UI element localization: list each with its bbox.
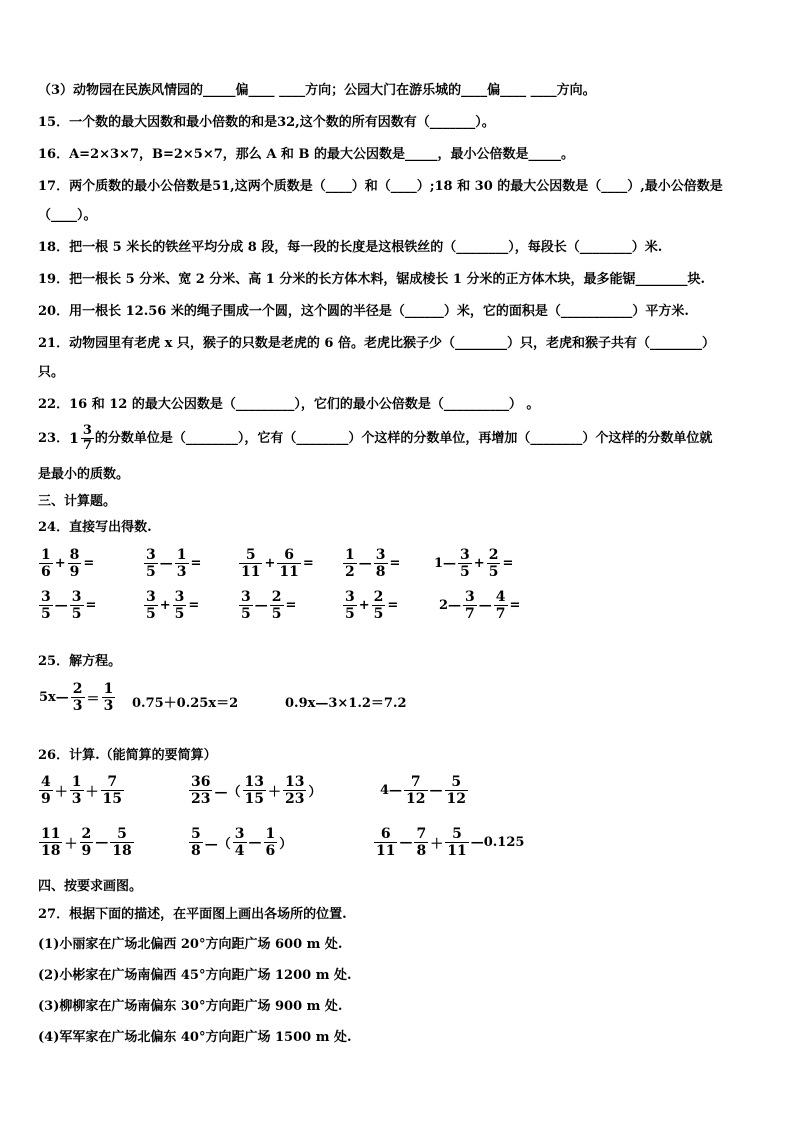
calc-r1c2: $\frac{36}{23}$ —（ $\frac{13}{15}$ ＋ $\frac{13}{23}$ ）: [191, 774, 322, 807]
question-26-title: 26．计算.（能简算的要简算）: [38, 748, 217, 763]
arith-item: $\frac{3}{5}$ — $\frac{3}{5}$ =: [41, 589, 97, 622]
arith-item: $\frac{1}{2}$ — $\frac{3}{8}$ =: [345, 547, 401, 580]
calc-r1c3: 4— $\frac{7}{12}$ — $\frac{5}{12}$: [380, 774, 467, 807]
question-16: 16．A=2×3×7，B=2×5×7，那么 A 和 B 的最大公因数是_____，最小公倍数是_____。: [38, 147, 574, 162]
question-17: 17．两个质数的最小公倍数是51,这两个质数是（____）和（____）;18 和 30 的最大公因数是（____）,最小公倍数是: [38, 179, 723, 194]
question-23: 23．1 $\frac{3}{7}$ 的分数单位是（________），它有（________）个这样的分数单位，再增加（________）个这样的分数单位就: [38, 423, 713, 453]
arith-item: $\frac{3}{5}$ — $\frac{2}{5}$ =: [241, 589, 297, 622]
question-14-part-3: （3）动物园在民族风情园的_____偏____ ____方向；公园大门在游乐城的____偏____ ____方向。: [38, 83, 596, 98]
question-20: 20．用一根长 12.56 米的绳子围成一个圆，这个圆的半径是（______）米，它的面积是（___________）平方米.: [38, 304, 689, 319]
question-21: 21．动物园里有老虎 x 只，猴子的只数是老虎的 6 倍。老虎比猴子少（________）只，老虎和猴子共有（________）: [38, 336, 715, 351]
equation-1: 5x— $\frac{2}{3}$ ＝ $\frac{1}{3}$: [39, 681, 114, 714]
question-27-item-4: (4)军军家在广场北偏东 40°方向距广场 1500 m 处.: [38, 1030, 352, 1045]
question-25-title: 25．解方程。: [38, 654, 122, 669]
question-27-item-1: (1)小丽家在广场北偏西 20°方向距广场 600 m 处.: [38, 937, 343, 952]
equation-3: 0.9x—3×1.2＝7.2: [285, 696, 407, 711]
arith-item: $\frac{1}{6}$ + $\frac{8}{9}$ =: [41, 547, 95, 580]
calc-r2c1: $\frac{11}{18}$ ＋ $\frac{2}{9}$ — $\frac{5}{18}$: [41, 826, 132, 859]
calc-r2c2: $\frac{5}{8}$ —（ $\frac{3}{4}$ — $\frac{1}{6}$ ）: [191, 826, 293, 859]
question-19: 19．把一根长 5 分米、宽 2 分米、高 1 分米的长方体木料，锯成棱长 1 分米的正方体木块，最多能锯________块.: [38, 272, 706, 287]
arith-item: $\frac{5}{11}$ + $\frac{6}{11}$ =: [241, 547, 314, 580]
arith-item: $\frac{3}{5}$ + $\frac{2}{5}$ =: [345, 589, 399, 622]
calc-r1c1: $\frac{4}{9}$ ＋ $\frac{1}{3}$ ＋ $\frac{7}{15}$: [41, 774, 123, 807]
question-23-cont: 是最小的质数。: [38, 467, 130, 482]
question-27-item-3: (3)柳柳家在广场南偏东 30°方向距广场 900 m 处.: [38, 999, 343, 1014]
arith-item: 2— $\frac{3}{7}$ — $\frac{4}{7}$ =: [439, 589, 521, 622]
equation-2: 0.75＋0.25x＝2: [132, 696, 239, 711]
question-15: 15．一个数的最大因数和最小倍数的和是32,这个数的所有因数有（_______）。: [38, 115, 495, 130]
arith-item: $\frac{3}{5}$ — $\frac{1}{3}$ =: [146, 547, 202, 580]
mixed-number: 1 $\frac{3}{7}$: [69, 423, 92, 453]
question-27: 27．根据下面的描述，在平面图上画出各场所的位置.: [38, 907, 347, 922]
question-17-cont: （____）。: [38, 208, 97, 223]
question-27-item-2: (2)小彬家在广场南偏西 45°方向距广场 1200 m 处.: [38, 968, 352, 983]
section-4-heading: 四、按要求画图。: [38, 879, 143, 894]
arith-item: 1— $\frac{3}{5}$ + $\frac{2}{5}$ =: [434, 547, 514, 580]
question-22: 22．16 和 12 的最大公因数是（_________），它们的最小公倍数是（__________） 。: [38, 397, 540, 412]
section-3-heading: 三、计算题。: [38, 494, 117, 509]
arith-item: $\frac{3}{5}$ + $\frac{3}{5}$ =: [146, 589, 200, 622]
calc-r2c3: $\frac{6}{11}$ — $\frac{7}{8}$ ＋ $\frac{5}{11}$ —0.125: [376, 826, 525, 859]
question-18: 18．把一根 5 米长的铁丝平均分成 8 段，每一段的长度是这根铁丝的（________），每段长（________）米.: [38, 240, 663, 255]
question-24-title: 24．直接写出得数.: [38, 520, 152, 535]
question-21-cont: 只。: [38, 365, 65, 380]
